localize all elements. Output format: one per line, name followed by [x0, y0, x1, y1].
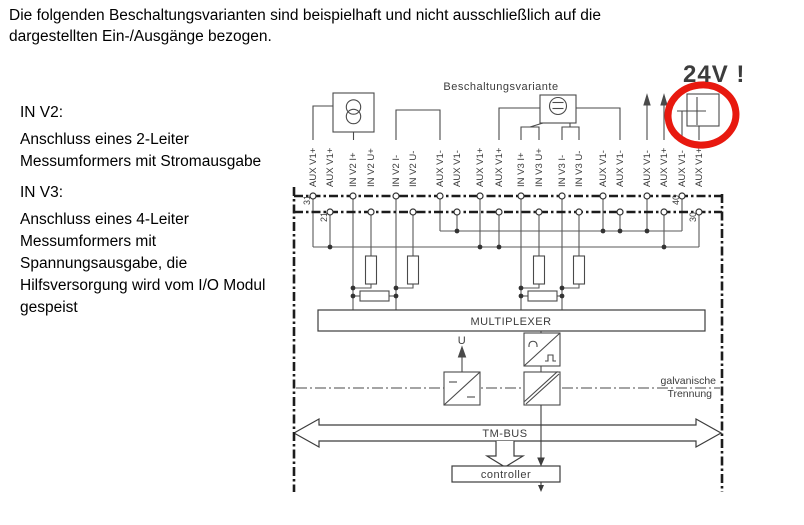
- resistor: [534, 256, 545, 284]
- supply-out-arrow-icon: [644, 95, 650, 140]
- battery-24v-symbol: [677, 94, 719, 140]
- resistor: [574, 256, 585, 284]
- terminal-label: AUX V1-: [598, 150, 609, 187]
- multiplexer-label: MULTIPLEXER: [470, 316, 552, 328]
- terminal-label: IN V3 I+: [516, 152, 527, 187]
- terminal-label: AUX V1+: [308, 147, 319, 187]
- dcdc-converter-symbol: [444, 347, 480, 405]
- terminal-numbers: [302, 195, 698, 222]
- terminal-label: AUX V1-: [435, 150, 446, 187]
- shunt-resistor: [528, 291, 557, 301]
- isolation-label-line1: galvanische: [660, 375, 716, 387]
- terminal-label: IN V2 I+: [348, 152, 359, 187]
- bus-to-controller-arrow: [487, 441, 523, 467]
- terminal-label: AUX V1+: [475, 147, 486, 187]
- resistor: [366, 256, 377, 284]
- resistors: [360, 256, 585, 301]
- v2-jumper-wire: [396, 110, 440, 140]
- terminal-label: AUX V1+: [494, 147, 505, 187]
- tm-bus-arrow: [294, 419, 721, 467]
- terminal-number: 31: [302, 194, 312, 205]
- isolation-coupler-symbol: [524, 372, 560, 406]
- terminal-label: AUX V1-: [452, 150, 463, 187]
- terminal-number: 40: [671, 194, 681, 205]
- isolation-label-line2: Trennung: [667, 388, 712, 400]
- terminal-label: IN V2 U-: [408, 150, 419, 187]
- terminal-label: IN V3 U-: [574, 150, 585, 187]
- terminal-label: IN V3 U+: [534, 148, 545, 187]
- terminal-label: AUX V1-: [642, 150, 653, 187]
- diagram-header: Beschaltungsvariante: [443, 81, 559, 93]
- v2-title: IN V2:: [20, 104, 64, 121]
- 24v-annotation-text: 24V !: [683, 61, 746, 88]
- terminal-number: 30: [688, 211, 698, 222]
- intro-line-2: dargestellten Ein-/Ausgänge bezogen.: [9, 28, 272, 45]
- tm-bus-label: TM-BUS: [482, 428, 528, 440]
- terminal-labels: [308, 147, 705, 187]
- controller-label: controller: [480, 469, 532, 481]
- ad-converter-symbol: [524, 331, 560, 372]
- terminal-label: IN V2 I-: [391, 154, 402, 187]
- v3-title: IN V3:: [20, 184, 64, 201]
- intro-line-1: Die folgenden Beschaltungsvarianten sind beispielhaft und nicht ausschließlich auf die: [9, 7, 601, 24]
- terminal-label: AUX V1+: [659, 147, 670, 187]
- terminal-label: IN V2 U+: [366, 148, 377, 187]
- v2-description: Anschluss eines 2-Leiter Messumformers mit Stromausgabe: [20, 131, 262, 170]
- terminal-label: IN V3 I-: [557, 154, 568, 187]
- terminal-label: AUX V1-: [677, 150, 688, 187]
- transducer-2wire-symbol: [313, 93, 374, 140]
- transducer-4wire-symbol: [499, 95, 620, 140]
- terminal-label: AUX V1+: [325, 147, 336, 187]
- u-supply-label: U: [457, 335, 467, 347]
- terminal-label: AUX V1+: [694, 147, 705, 187]
- resistor: [408, 256, 419, 284]
- controller-box: [452, 466, 560, 492]
- terminal-number: 21: [319, 211, 329, 222]
- multiplexer-box: [318, 310, 705, 331]
- terminal-label: AUX V1-: [615, 150, 626, 187]
- shunt-resistor: [360, 291, 389, 301]
- external-wiring: [313, 93, 719, 140]
- v3-description: Anschluss eines 4-Leiter Messumformers mit Spannungsausgabe, die Hilfsversorgung wird vom I/O Modul gespeist: [20, 211, 266, 316]
- junction-dots: [328, 229, 667, 299]
